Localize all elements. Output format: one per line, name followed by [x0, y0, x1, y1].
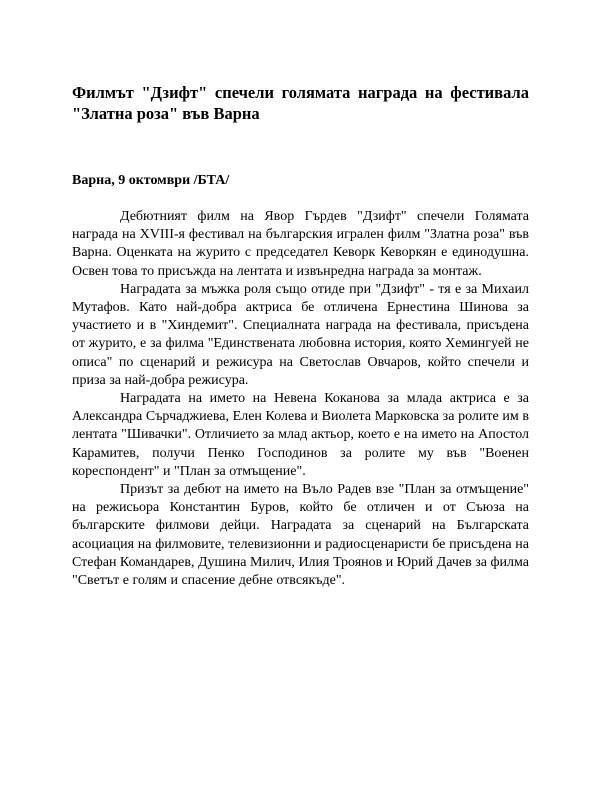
- document-page: [72, 82, 529, 590]
- article-headline: Филмът "Дзифт" спечели голямата награда на фестивала "Златна роза" във Варна: [72, 83, 529, 123]
- article-paragraph: Наградата на името на Невена Коканова за млада актриса е за Александра Сърчаджиева, Елен Колева и Виолета Марковска за ролите им в лентата "Шивачки". Отличието за млад актьор, което е на името на Апостол Карамитев, получи Пенко Господинов за ролите му във "Военен кореспондент" и "План за отмъщение".: [72, 391, 529, 479]
- article-paragraph: Дебютният филм на Явор Гърдев "Дзифт" спечели Голямата награда на XVIII-я фестивал на българския игрален филм "Златна роза" във Варна. Оценката на журито с председател Кеворк Кеворкян е единодушна. Освен това то присъжда на лентата и извънредна награда за монтаж.: [72, 209, 529, 279]
- article-body: [72, 208, 529, 590]
- article-dateline: Варна, 9 октомври /БТА/: [72, 173, 230, 188]
- article-paragraph: Призът за дебют на името на Въло Радев взе "План за отмъщение" на режисьора Константин Буров, който бе отличен и от Съюза на българските филмови дейци. Наградата за сценарий на Българската асоциация на филмовите, телевизионни и радиосценаристи бе присъдена на Стефан Командарев, Душина Милич, Илия Троянов и Юрий Дачев за филма "Светът е голям и спасение дебне отвсякъде".: [72, 482, 529, 589]
- article-paragraph: Наградата за мъжка роля също отиде при "Дзифт" - тя е за Михаил Мутафов. Като най-добра актриса бе отличена Ернестина Шинова за участието и в "Хиндемит". Специалната награда на фестивала, присъдена от журито, е за филма "Единствената любовна история, която Хемингуей не описа" по сценарий и режисура на Светослав Овчаров, който спечели и приза за най-добра режисура.: [72, 281, 529, 388]
